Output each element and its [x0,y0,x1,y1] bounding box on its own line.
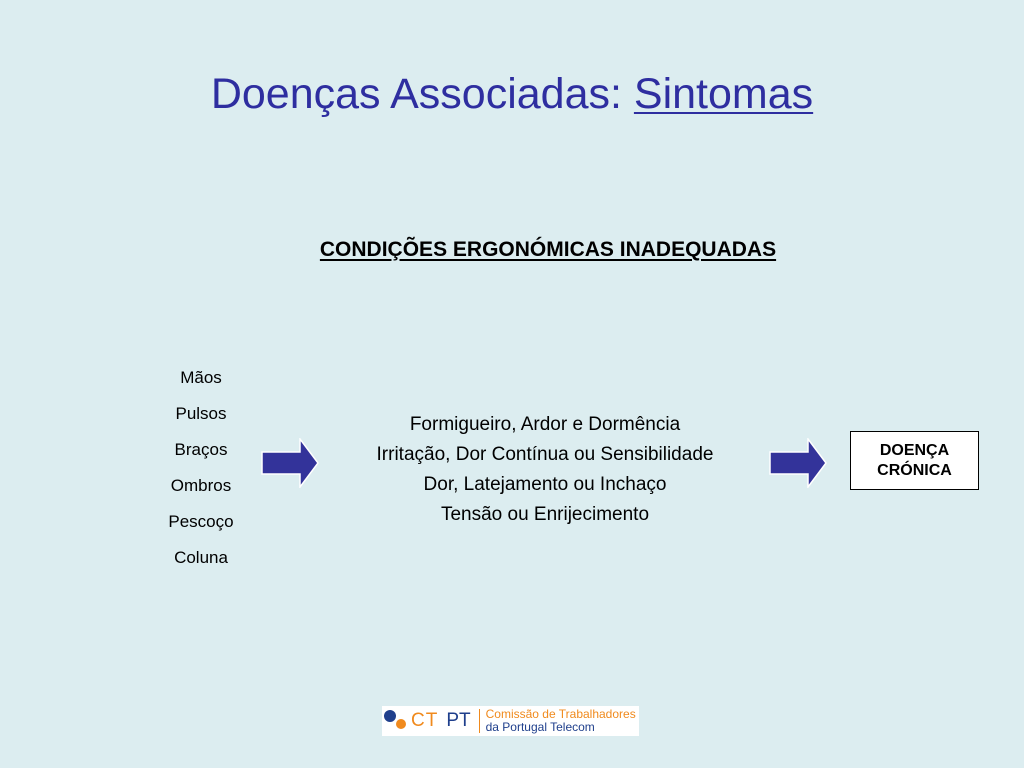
logo-dots-icon [382,706,410,736]
body-part-item: Coluna [174,548,228,567]
symptom-item: Tensão ou Enrijecimento [440,504,650,525]
logo-pt: PT [446,710,471,731]
logo-line-2: da Portugal Telecom [485,720,595,734]
body-part-item: Pulsos [175,404,227,423]
right-arrow-icon [261,438,319,488]
logo-text [486,708,636,734]
result-line-2: CRÓNICA [877,461,952,479]
body-part-item: Braços [174,440,228,459]
title-link-sintomas[interactable]: Sintomas [633,70,814,118]
body-parts-list [141,362,261,578]
symptoms-list [325,410,765,530]
symptom-item: Dor, Latejamento ou Inchaço [423,474,667,495]
symptom-item: Irritação, Dor Contínua ou Sensibilidade [376,444,714,465]
section-subtitle: CONDIÇÕES ERGONÓMICAS INADEQUADAS [319,238,777,261]
right-arrow-icon [769,438,827,488]
logo-ct: CT [411,710,439,731]
title-prefix: Doenças Associadas: [210,70,634,118]
body-part-item: Mãos [180,368,222,387]
logo-line-1: Comissão de Trabalhadores [485,707,636,721]
ct-pt-logo [382,706,639,736]
body-part-item: Ombros [170,476,232,495]
symptom-item: Formigueiro, Ardor e Dormência [409,414,681,435]
logo-divider [479,709,480,733]
page-title [0,70,1024,119]
body-part-item: Pescoço [168,512,234,531]
chronic-disease-box [850,431,979,490]
result-line-1: DOENÇA [879,441,950,459]
